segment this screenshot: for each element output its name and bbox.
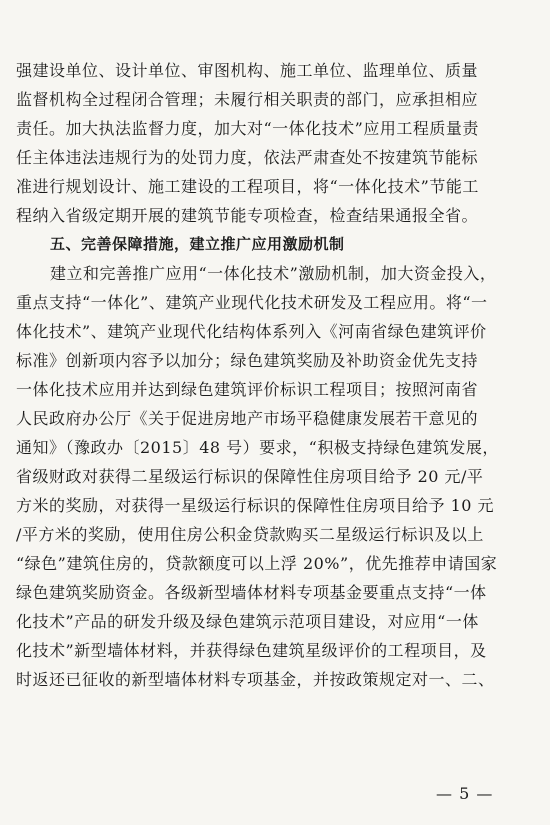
paragraph-line: 绿色建筑奖励资金。各级新型墙体材料专项基金要重点支持“一体 [16, 583, 487, 602]
text-line: 监督机构全过程闭合管理；未履行相关职责的部门，应承担相应 [16, 90, 479, 109]
paragraph-line: 重点支持“一体化”、建筑产业现代化技术研发及工程应用。将“一 [16, 293, 488, 312]
page-number: — 5 — [436, 784, 494, 803]
body-text [16, 56, 536, 694]
text-line: 强建设单位、设计单位、审图机构、施工单位、监理单位、质量 [16, 61, 479, 80]
paragraph-line: 人民政府办公厅《关于促进房地产市场平稳健康发展若干意见的 [16, 409, 479, 428]
text-line: 责任。加大执法监督力度，加大对“一体化技术”应用工程质量责 [16, 119, 479, 138]
paragraph-line: 标准》创新项内容予以加分；绿色建筑奖励及补助资金优先支持 [16, 351, 479, 370]
paragraph-line: 通知》（豫政办〔2015〕48 号）要求，“积极支持绿色建筑发展， [16, 438, 499, 457]
paragraph-line: 省级财政对获得二星级运行标识的保障性住房项目给予 20 元/平 [16, 467, 484, 486]
paragraph-line: 化技术”产品的研发升级及绿色建筑示范项目建设，对应用“一体 [16, 612, 479, 631]
text-line: 任主体违法违规行为的处罚力度，依法严肃查处不按建筑节能标 [16, 148, 479, 167]
text-line: 程纳入省级定期开展的建筑节能专项检查，检查结果通报全省。 [16, 206, 479, 225]
paragraph-line: 化技术”新型墙体材料，并获得绿色建筑星级评价的工程项目，及 [16, 641, 487, 660]
section-heading: 五、完善保障措施，建立推广应用激励机制 [50, 235, 345, 253]
paragraph-line: /平方米的奖励，使用住房公积金贷款购买二星级运行标识及以上 [16, 525, 484, 544]
paragraph-line: 建立和完善推广应用“一体化技术”激励机制，加大资金投入， [50, 264, 497, 283]
paragraph-line: 方米的奖励，对获得一星级运行标识的保障性住房项目给予 10 元 [16, 496, 495, 515]
paragraph-line: 体化技术”、建筑产业现代化结构体系列入《河南省绿色建筑评价 [16, 322, 487, 341]
text-line: 准进行规划设计、施工建设的工程项目，将“一体化技术”节能工 [16, 177, 479, 196]
paragraph-line: “绿色”建筑住房的，贷款额度可以上浮 20%”，优先推荐申请国家 [16, 554, 498, 573]
paragraph-line: 一体化技术应用并达到绿色建筑评价标识工程项目；按照河南省 [16, 380, 479, 399]
paragraph-line: 时返还已征收的新型墙体材料专项基金，并按政策规定对一、二、 [16, 670, 495, 689]
